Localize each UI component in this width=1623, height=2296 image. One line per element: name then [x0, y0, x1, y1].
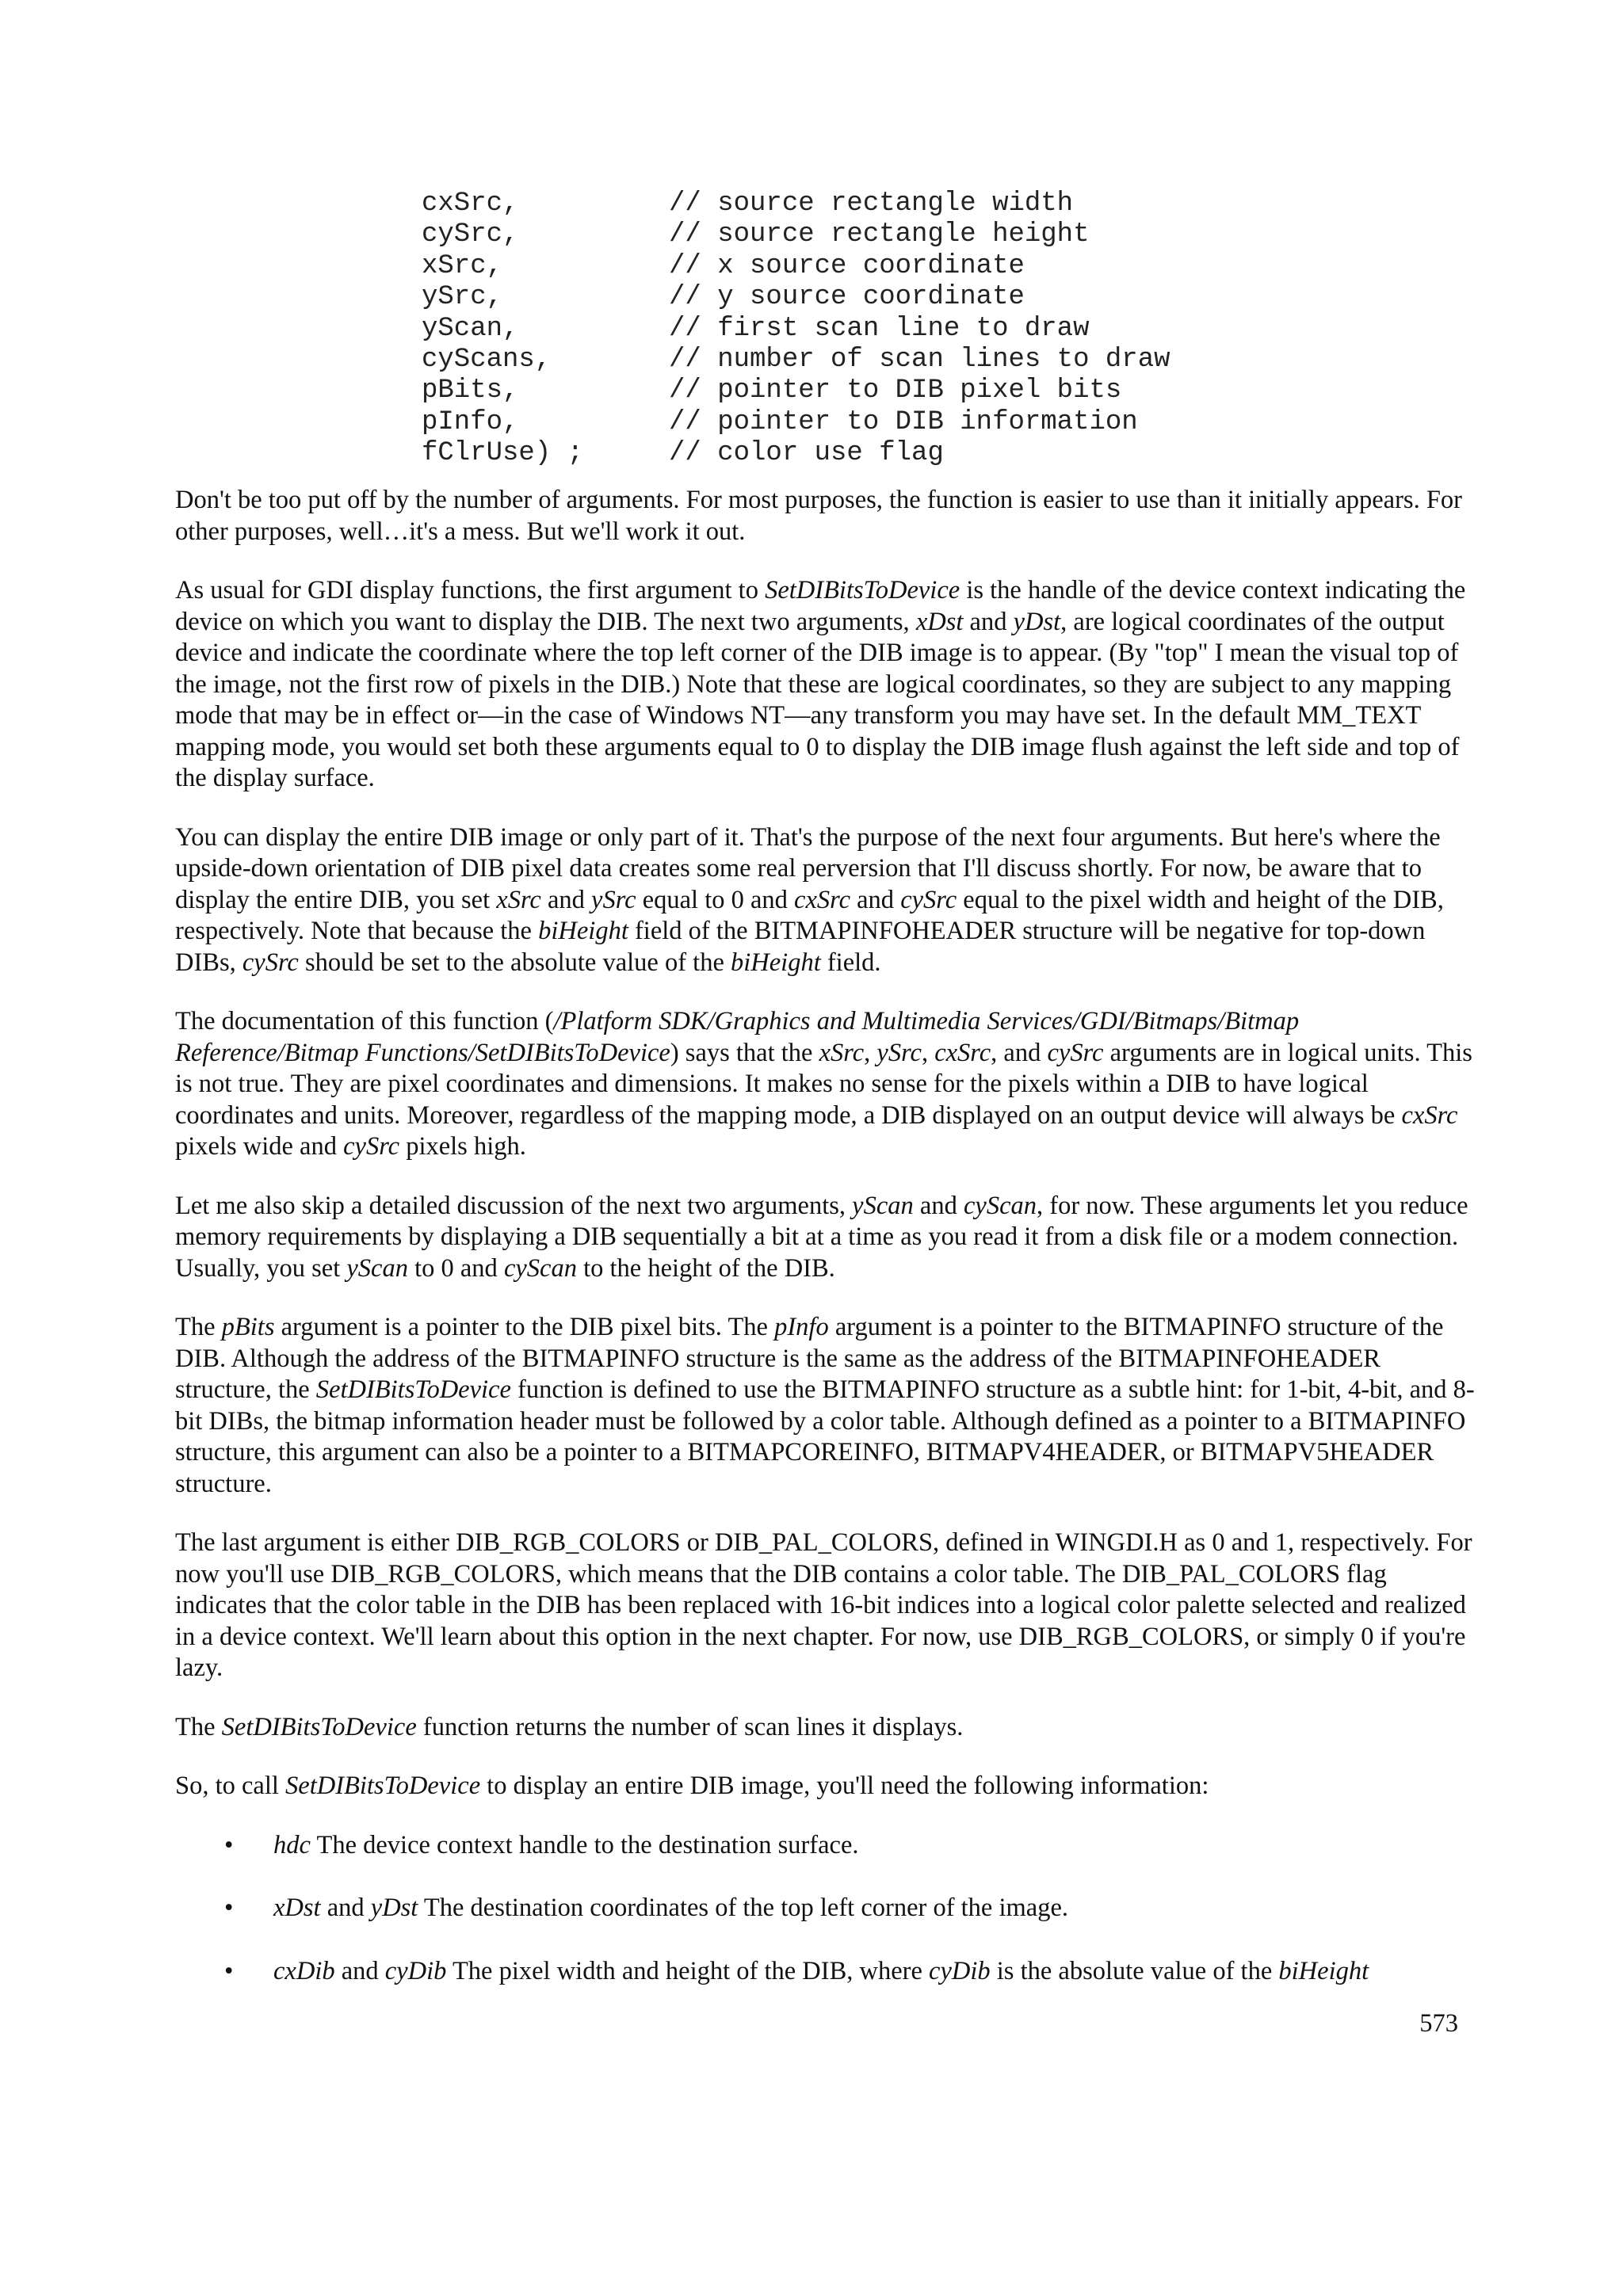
italic-term: cxDib [273, 1956, 335, 1985]
text-run: , [921, 1038, 935, 1067]
italic-term: xDst [273, 1894, 321, 1922]
text-run: equal to the pixel width and height of the DIB, respectively. Note that because the [175, 885, 1444, 945]
italic-term: cyDib [384, 1956, 447, 1985]
italic-term: cxSrc [934, 1038, 991, 1067]
italic-term: pBits [221, 1313, 275, 1341]
italic-term: cySrc [1047, 1038, 1104, 1067]
text-run: to display an entire DIB image, you'll need the following information: [480, 1772, 1209, 1800]
text-run: and [963, 607, 1014, 636]
bullet-list [175, 1830, 1475, 1988]
code-comment: // y source coordinate [669, 282, 1025, 313]
text-run: pixels high. [399, 1132, 526, 1161]
text-run: and [320, 1894, 371, 1922]
text-run: equal to 0 and [636, 885, 795, 914]
text-run: The pixel width and height of the DIB, where [446, 1956, 930, 1985]
text-run: arguments are in logical units. This is not true. They are pixel coordinates and dimensions. It makes no sense for the pixels within a DIB to have logical coordinates and units. Moreover, regardless of the mapping mode, a DIB displayed on an output device will always be [175, 1038, 1472, 1130]
italic-term: yScan [852, 1191, 914, 1220]
paragraph-list [175, 485, 1475, 1802]
code-line [422, 189, 1170, 219]
bullet-item [175, 1956, 1475, 1988]
paragraph [175, 485, 1475, 547]
italic-term: ySrc [591, 885, 636, 914]
code-argument: yScan, [422, 313, 519, 344]
text-run: function returns the number of scan lines it displays. [416, 1712, 964, 1741]
italic-term: /Platform SDK/Graphics and Multimedia Services/GDI/Bitmaps/Bitmap Reference/Bitmap Functions/SetDIBitsToDevice [175, 1007, 1300, 1067]
code-line [422, 438, 1170, 469]
code-argument: pInfo, [422, 406, 519, 437]
text-run: , are logical coordinates of the output device and indicate the coordinate where the top left corner of the DIB image is to appear. (By "top" I mean the visual top of the image, not the first row of pixels in the DIB.) Note that these are logical coordinates, so they are subject to any mapping mode that may be in effect or—in the case of Windows NT—any transform you may have set. In the default MM_TEXT mapping mode, you would set both these arguments equal to 0 to display the DIB image flush against the left side and top of the display surface. [175, 607, 1460, 792]
italic-term: cySrc [242, 948, 299, 977]
text-run: So, to call [175, 1772, 286, 1800]
text-run: , [864, 1038, 877, 1067]
text-run: field. [820, 948, 881, 977]
italic-term: pInfo [774, 1313, 829, 1341]
code-line [422, 282, 1170, 313]
code-line [422, 407, 1170, 438]
text-run: The device context handle to the destination surface. [310, 1830, 859, 1859]
italic-term: cyScan [503, 1253, 577, 1283]
code-argument: cxSrc, [422, 189, 519, 219]
code-line [422, 251, 1170, 282]
code-argument: cySrc, [422, 219, 519, 250]
text-run: is the absolute value of the [990, 1956, 1279, 1985]
text-run: field of the BITMAPINFOHEADER structure will be negative for top-down DIBs, [175, 917, 1426, 977]
code-comment: // x source coordinate [669, 250, 1025, 281]
text-run: and [913, 1191, 964, 1220]
paragraph [175, 1771, 1475, 1802]
code-comment: // source rectangle height [669, 219, 1090, 250]
text-run: The destination coordinates of the top left corner of the image. [418, 1894, 1069, 1922]
italic-term: cxSrc [794, 885, 850, 914]
code-comment: // source rectangle width [669, 189, 1074, 219]
italic-term: biHeight [1278, 1956, 1369, 1985]
italic-term: cySrc [343, 1132, 400, 1161]
paragraph [175, 1712, 1475, 1744]
italic-term: xDst [915, 607, 964, 636]
text-run: As usual for GDI display functions, the first argument to [175, 576, 766, 605]
code-argument: ySrc, [422, 282, 503, 313]
text-run: argument is a pointer to the DIB pixel bits. The [274, 1313, 775, 1341]
italic-term: biHeight [538, 917, 628, 945]
code-line [422, 345, 1170, 376]
paragraph [175, 575, 1475, 795]
italic-term: yDst [1013, 607, 1061, 636]
text-run: to 0 and [407, 1253, 504, 1283]
page-number: 573 [1419, 2009, 1458, 2038]
text-run: The [175, 1313, 222, 1341]
code-argument: pBits, [422, 376, 519, 406]
code-comment: // color use flag [669, 438, 944, 469]
code-argument: fClrUse) ; [422, 438, 584, 469]
text-run: to the height of the DIB. [576, 1253, 835, 1283]
text-run: function is defined to use the BITMAPINFO structure as a subtle hint: for 1-bit, 4-bit, and 8-bit DIBs, the bitmap information header must be followed by a color table. Although defined as a pointer to a BITMAPINFO structure, this argument can also be a pointer to a BITMAPCOREINFO, BITMAPV4HEADER, or BITMAPV5HEADER structure. [175, 1375, 1475, 1498]
paragraph [175, 1006, 1475, 1163]
italic-term: cyScan [963, 1191, 1037, 1220]
code-block [422, 189, 1170, 470]
paragraph [175, 1191, 1475, 1285]
text-run: Don't be too put off by the number of arguments. For most purposes, the function is easier to use than it initially appears. For other purposes, well…it's a mess. But we'll work it out. [175, 486, 1462, 546]
italic-term: yScan [346, 1253, 408, 1283]
text-run: is the handle of the device context indicating the device on which you want to display the DIB. The next two arguments, [175, 576, 1466, 636]
code-argument: xSrc, [422, 250, 503, 281]
text-run: and [540, 885, 592, 914]
italic-term: SetDIBitsToDevice [221, 1712, 417, 1741]
text-run: and [334, 1956, 385, 1985]
italic-term: cySrc [900, 885, 957, 914]
italic-term: xSrc [496, 885, 541, 914]
text-run: , for now. These arguments let you reduce memory requirements by displaying a DIB sequentially a bit at a time as you read it from a disk file or a modem connection. Usually, you set [175, 1191, 1468, 1283]
code-line [422, 314, 1170, 345]
text-run: ) says that the [670, 1038, 819, 1067]
italic-term: hdc [273, 1830, 311, 1859]
paragraph [175, 1527, 1475, 1684]
code-comment: // first scan line to draw [669, 313, 1090, 344]
italic-term: cxSrc [1401, 1100, 1458, 1130]
code-comment: // number of scan lines to draw [669, 344, 1170, 375]
text-run: You can display the entire DIB image or only part of it. That's the purpose of the next four arguments. But here's where the upside-down orientation of DIB pixel data creates some real perversion that I'll discuss shortly. For now, be aware that to display the entire DIB, you set [175, 822, 1441, 914]
text-run: argument is a pointer to the BITMAPINFO structure of the DIB. Although the address of the BITMAPINFO structure is the same as the address of the BITMAPINFOHEADER structure, the [175, 1313, 1444, 1404]
code-argument: cyScans, [422, 344, 552, 375]
text-run: , and [991, 1038, 1048, 1067]
text-run: should be set to the absolute value of the [298, 948, 731, 977]
code-line [422, 219, 1170, 250]
italic-term: SetDIBitsToDevice [765, 576, 960, 605]
italic-term: SetDIBitsToDevice [285, 1772, 481, 1800]
text-run: and [850, 885, 901, 914]
body-text [175, 485, 1475, 2019]
paragraph [175, 822, 1475, 979]
text-run: pixels wide and [175, 1132, 344, 1161]
italic-term: cyDib [929, 1956, 991, 1985]
code-line [422, 376, 1170, 406]
italic-term: xSrc [819, 1038, 865, 1067]
italic-term: yDst [370, 1894, 418, 1922]
italic-term: SetDIBitsToDevice [315, 1375, 511, 1404]
text-run: The documentation of this function ( [175, 1007, 554, 1035]
code-comment: // pointer to DIB pixel bits [669, 376, 1122, 406]
italic-term: biHeight [731, 948, 821, 977]
text-run: The last argument is either DIB_RGB_COLORS or DIB_PAL_COLORS, defined in WINGDI.H as 0 and 1, respectively. For now you'll use DIB_RGB_COLORS, which means that the DIB contains a color table. The DIB_PAL_COLORS flag indicates that the color table in the DIB has been replaced with 16-bit indices into a logical color palette selected and realized in a device context. We'll learn about this option in the next chapter. For now, use DIB_RGB_COLORS, or simply 0 if you're lazy. [175, 1528, 1472, 1682]
text-run: Let me also skip a detailed discussion of the next two arguments, [175, 1191, 853, 1220]
paragraph [175, 1312, 1475, 1500]
text-run: The [175, 1712, 222, 1741]
bullet-item [175, 1893, 1475, 1924]
italic-term: ySrc [876, 1038, 922, 1067]
bullet-item [175, 1830, 1475, 1862]
code-comment: // pointer to DIB information [669, 406, 1138, 437]
